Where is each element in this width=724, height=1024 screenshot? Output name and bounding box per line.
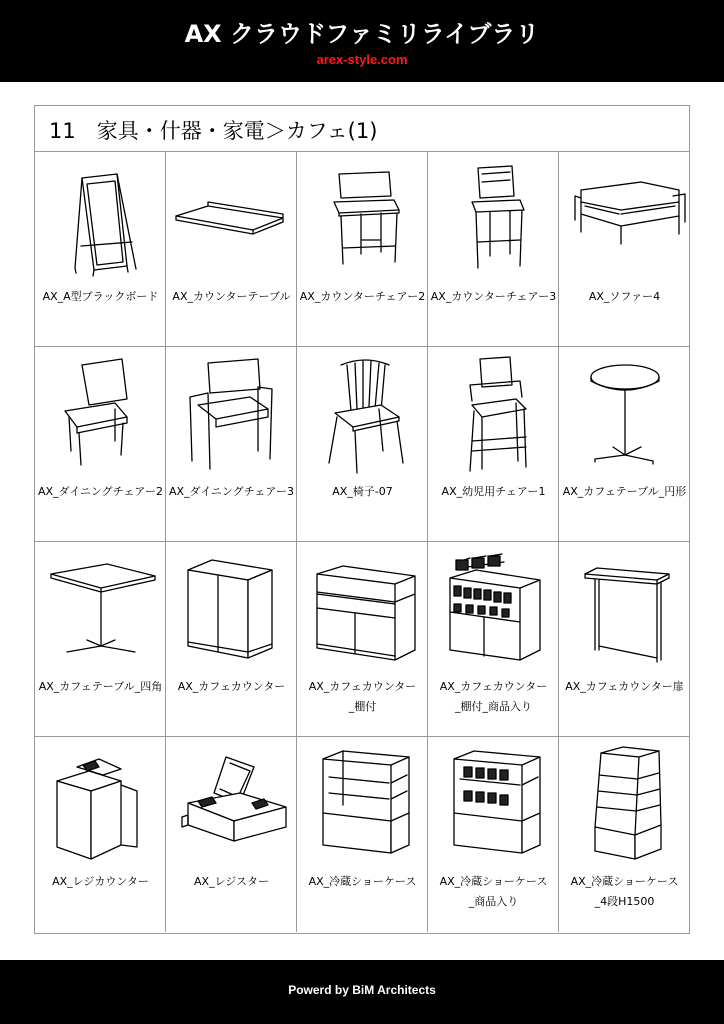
family-item[interactable] [559,152,690,347]
dining-chair-icon [37,351,164,477]
family-item-name: AX_ダイニングチェアー2 [37,485,164,498]
family-item-name-suffix: _棚付_商品入り [455,700,532,713]
header-bar [0,0,724,82]
family-item[interactable] [166,152,297,347]
family-item-name-suffix: _商品入り [468,895,519,908]
family-item[interactable] [559,542,690,737]
family-item-name: AX_ダイニングチェアー3 [168,485,295,498]
family-item-name-suffix: _4段H1500 [594,895,655,908]
family-item[interactable] [559,737,690,932]
cafe-counter-icon [168,546,295,672]
family-item-name: AX_冷蔵ショーケース [439,875,548,888]
family-item-name: AX_椅子-07 [332,485,393,498]
showcase-icon [299,741,426,867]
family-item-name: AX_カフェテーブル_四角 [38,680,163,693]
family-item[interactable] [297,152,428,347]
family-item-name: AX_カウンターチェアー3 [430,290,557,303]
family-item-name: AX_カフェテーブル_円形 [562,485,687,498]
family-item[interactable] [428,152,559,347]
catalog-table [34,105,690,934]
family-item-label [559,872,690,912]
family-item-label [559,287,690,307]
family-item-label [428,872,559,912]
site-url[interactable]: arex-style.com [316,52,408,67]
cafe-counter-shelf-icon [299,546,426,672]
family-item-label [35,677,166,697]
family-item[interactable] [35,152,166,347]
family-item-label [297,287,428,307]
family-item-name: AX_カウンターテーブル [172,290,291,303]
family-item-label [428,482,559,502]
family-item-name: AX_レジスター [194,875,269,888]
family-item-name: AX_カフェカウンター [308,680,417,693]
family-item[interactable] [297,737,428,932]
counter-chair-icon [299,156,426,282]
family-item-name: AX_レジカウンター [52,875,149,888]
footer-credit: Powerd by BiM Architects [288,983,436,997]
family-item[interactable] [428,737,559,932]
family-item-label [166,677,297,697]
armchair-icon [168,351,295,477]
catalog-title: 11 家具・什器・家電＞カフェ(1) [49,119,378,143]
counter-chair-tall-icon [430,156,557,282]
family-item[interactable] [559,347,690,542]
high-chair-icon [430,351,557,477]
family-item-name-suffix: _棚付 [348,700,377,713]
family-item[interactable] [428,347,559,542]
cafe-counter-door-icon [561,546,688,672]
family-item-label [166,482,297,502]
family-item-label [297,677,428,717]
family-item-label [35,872,166,892]
family-item-label [166,872,297,892]
family-item-label [559,482,690,502]
family-item-label [297,482,428,502]
sofa-icon [561,156,688,282]
family-item[interactable] [297,347,428,542]
square-cafe-table-icon [37,546,164,672]
family-item-label [35,287,166,307]
family-item-name: AX_カフェカウンター [439,680,548,693]
family-item-name: AX_幼児用チェアー1 [441,485,546,498]
a-frame-blackboard-icon [37,156,164,282]
page-title: AX クラウドファミリライブラリ [184,20,540,48]
family-item[interactable] [166,737,297,932]
family-item-label [35,482,166,502]
showcase-tall-icon [561,741,688,867]
family-item-name: AX_冷蔵ショーケース [308,875,417,888]
family-item-name: AX_カウンターチェアー2 [299,290,426,303]
cash-register-icon [168,741,295,867]
family-item[interactable] [166,542,297,737]
showcase-goods-icon [430,741,557,867]
family-item-label [428,677,559,717]
family-item-label [297,872,428,892]
family-item-name: AX_カフェカウンター [177,680,286,693]
family-item[interactable] [35,542,166,737]
family-item-label [166,287,297,307]
family-item[interactable] [297,542,428,737]
family-item-name: AX_A型ブラックボード [42,290,159,303]
family-item[interactable] [166,347,297,542]
family-item[interactable] [428,542,559,737]
catalog-title-row [35,106,689,152]
family-item-label [428,287,559,307]
windsor-chair-icon [299,351,426,477]
footer-bar [0,960,724,1024]
family-item-name: AX_ソファー4 [588,290,661,303]
family-item[interactable] [35,347,166,542]
family-item-label [559,677,690,697]
family-item[interactable] [35,737,166,932]
counter-table-icon [168,156,295,282]
round-cafe-table-icon [561,351,688,477]
family-item-name: AX_カフェカウンター扉 [565,680,684,693]
cafe-counter-shelf-goods-icon [430,546,557,672]
family-item-name: AX_冷蔵ショーケース [570,875,679,888]
register-counter-icon [37,741,164,867]
